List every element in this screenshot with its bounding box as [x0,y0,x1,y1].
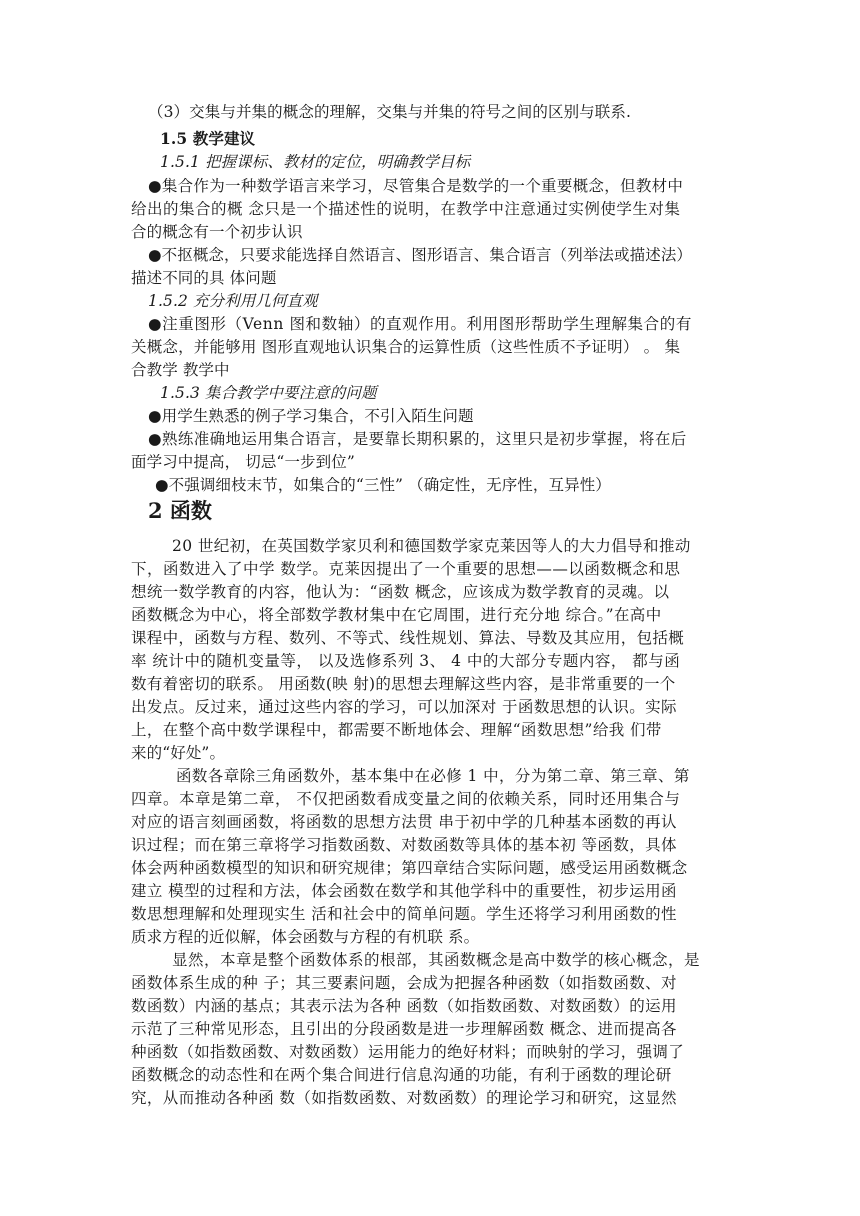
bullet-line: ●集合作为一种数学语言来学习，尽管集合是数学的一个重要概念，但教材中 [148,177,684,195]
bullet-line: 关概念，并能够用 图形直观地认识集合的运算性质（这些性质不予证明） 。 集 [131,338,681,356]
paragraph-line: 数有着密切的联系。 用函数(映 射)的思想去理解这些内容，是非常重要的一个 [131,675,676,693]
paragraph-line: 四章。本章是第二章， 不仅把函数看成变量之间的依赖关系，同时还用集合与 [131,790,681,808]
section-heading-1-5: 1.5 教学建议 [160,129,256,148]
paragraph-line: 数思想理解和处理现实生 活和社会中的简单问题。学生还将学习利用函数的性 [131,905,677,923]
bullet-line: 合教学 教学中 [131,361,230,379]
paragraph-line: 体会两种函数模型的知识和研究规律；第四章结合实际问题，感受运用函数概念 [131,859,688,877]
bullet-line: 给出的集合的概 念只是一个描述性的说明，在教学中注意通过实例使学生对集 [131,200,681,218]
bullet-line: ●注重图形（Venn 图和数轴）的直观作用。利用图形帮助学生理解集合的有 [148,315,692,333]
paragraph-line: 函数概念为中心，将全部数学教材集中在它周围，进行充分地 综合。”在高中 [131,606,662,624]
paragraph-line: 20 世纪初，在英国数学家贝利和德国数学家克莱因等人的大力倡导和推动 [172,537,691,555]
chapter-heading-2: 2 函数 [148,498,212,523]
paragraph-line: 想统一数学教育的内容，他认为：“函数 概念，应该成为数学教育的灵魂。以 [131,583,670,601]
paragraph-line: 率 统计中的随机变量等， 以及选修系列 3、 4 中的大部分专题内容， 都与函 [131,652,681,670]
paragraph-line: 课程中，函数与方程、数列、不等式、线性规划、算法、导数及其应用，包括概 [131,629,685,647]
paragraph-line: 来的“好处”。 [131,744,226,762]
bullet-line: ●熟练准确地运用集合语言，是要靠长期积累的，这里只是初步掌握，将在后 [148,430,687,448]
paragraph-line: 识过程；而在第三章将学习指数函数、对数函数等具体的基本初 等函数，具体 [131,836,677,854]
paragraph-line: 上，在整个高中数学课程中，都需要不断地体会、理解“函数思想”给我 们带 [131,721,662,739]
text-line: （3）交集与并集的概念的理解，交集与并集的符号之间的区别与联系. [148,103,631,121]
bullet-line: 描述不同的具 体问题 [131,269,277,287]
paragraph-line: 显然，本章是整个函数体系的根部，其函数概念是高中数学的核心概念，是 [172,951,701,969]
paragraph-line: 函数各章除三角函数外，基本集中在必修 1 中，分为第二章、第三章、第 [176,767,690,785]
bullet-line: ●用学生熟悉的例子学习集合，不引入陌生问题 [148,407,474,425]
paragraph-line: 对应的语言刻画函数，将函数的思想方法贯 串于初中学的几种基本函数的再认 [131,813,677,831]
paragraph-line: 数函数）内涵的基点；其表示法为各种 函数（如指数函数、对数函数）的运用 [131,997,677,1015]
paragraph-line: 下，函数进入了中学 数学。克莱因提出了一个重要的思想——以函数概念和思 [131,560,681,578]
paragraph-line: 函数概念的动态性和在两个集合间进行信息沟通的功能，有利于函数的理论研 [131,1066,672,1084]
paragraph-line: 出发点。反过来，通过这些内容的学习，可以加深对 于函数思想的认识。实际 [131,698,677,716]
subsection-heading-1-5-2: 1.5.2 充分利用几何直观 [148,292,318,310]
bullet-line: ●不抠概念，只要求能选择自然语言、图形语言、集合语言（列举法或描述法） [148,246,693,264]
paragraph-line: 函数体系生成的种 子；其三要素问题，会成为把握各种函数（如指数函数、对 [131,974,677,992]
paragraph-line: 示范了三种常见形态，且引出的分段函数是进一步理解函数 概念、进而提高各 [131,1020,677,1038]
bullet-line: 面学习中提高， 切忌“一步到位” [131,453,355,471]
paragraph-line: 建立 模型的过程和方法，体会函数在数学和其他学科中的重要性，初步运用函 [131,882,677,900]
paragraph-line: 种函数（如指数函数、对数函数）运用能力的绝好材料；而映射的学习，强调了 [131,1043,685,1061]
bullet-line: ●不强调细枝末节，如集合的“三性” （确定性，无序性，互异性） [155,476,611,494]
bullet-line: 合的概念有一个初步认识 [131,223,303,241]
paragraph-line: 质求方程的近似解，体会函数与方程的有机联 系。 [131,928,480,946]
subsection-heading-1-5-3: 1.5.3 集合教学中要注意的问题 [160,384,377,402]
subsection-heading-1-5-1: 1.5.1 把握课标、教材的定位，明确教学目标 [160,153,471,171]
paragraph-line: 究，从而推动各种函 数（如指数函数、对数函数）的理论学习和研究，这显然 [131,1089,677,1107]
